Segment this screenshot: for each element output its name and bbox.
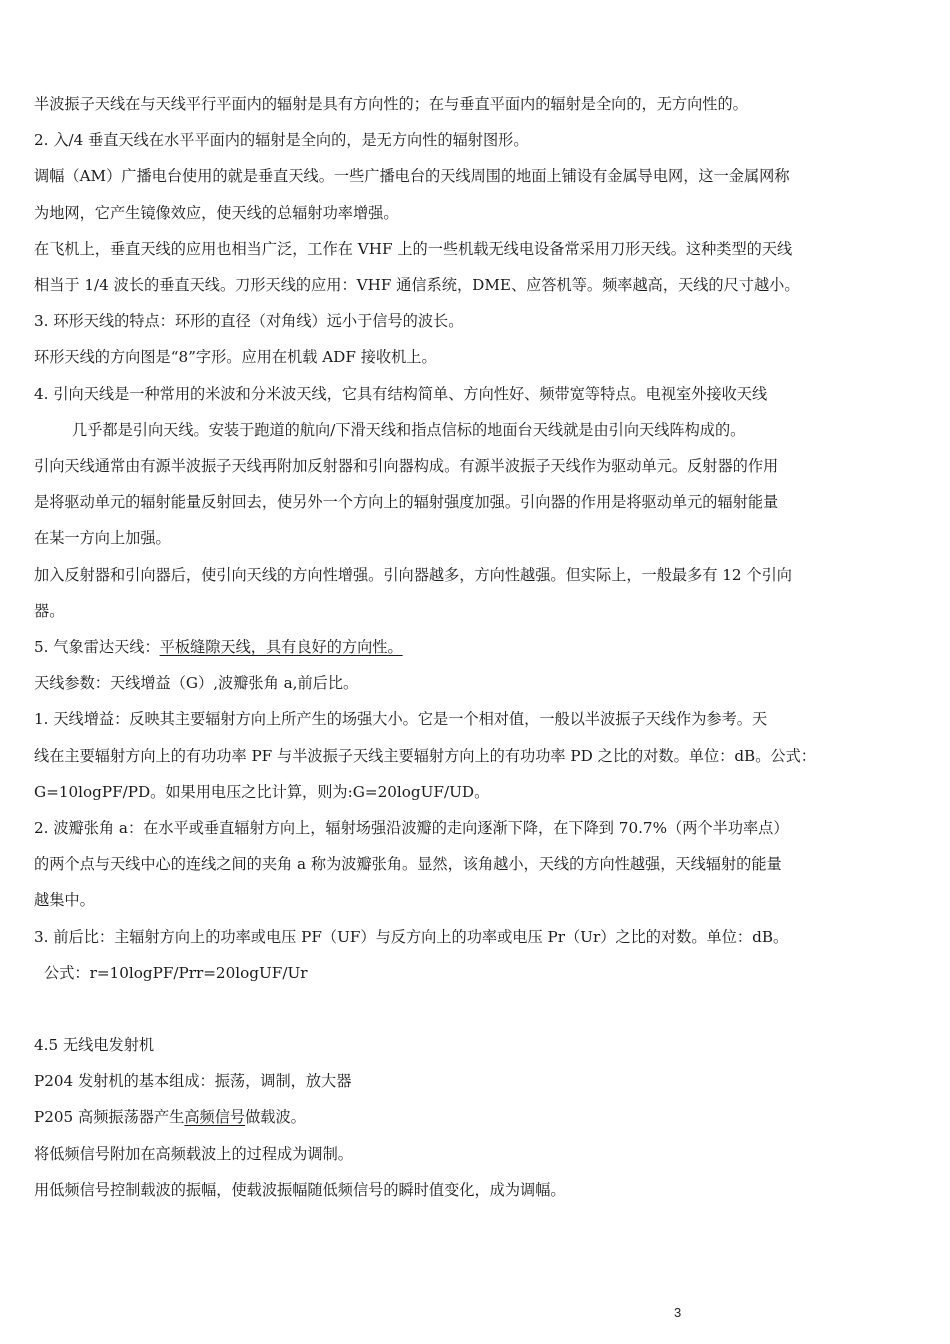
paragraph: 越集中。: [34, 891, 95, 910]
page-number: 3: [674, 1305, 682, 1320]
paragraph: 为地网，它产生镜像效应，使天线的总辐射功率增强。: [34, 203, 399, 222]
paragraph: 几乎都是引向天线。安装于跑道的航向/下滑天线和指点信标的地面台天线就是由引向天线阵构成的。: [72, 420, 746, 439]
underlined-text: 高频信号: [184, 1108, 246, 1127]
paragraph: 将低频信号附加在高频载波上的过程成为调制。: [34, 1144, 353, 1163]
paragraph: 加入反射器和引向器后，使引向天线的方向性增强。引向器越多，方向性越强。但实际上，一般最多有 12 个引向: [34, 565, 792, 584]
paragraph: 3. 前后比：主辐射方向上的功率或电压 PF（UF）与反方向上的功率或电压 Pr（Ur）之比的对数。单位：dB。: [34, 927, 789, 946]
paragraph: 在飞机上，垂直天线的应用也相当广泛，工作在 VHF 上的一些机载无线电设备常采用刀形天线。这种类型的天线: [34, 239, 793, 258]
paragraph: 器。: [34, 601, 65, 620]
section-heading: 4.5 无线电发射机: [34, 1036, 155, 1055]
paragraph: 在某一方向上加强。: [34, 529, 171, 548]
paragraph: 天线参数：天线增益（G）,波瓣张角 a,前后比。: [34, 674, 359, 693]
paragraph: 2. 入/4 垂直天线在水平平面内的辐射是全向的，是无方向性的辐射图形。: [34, 131, 529, 150]
paragraph: 的两个点与天线中心的连线之间的夹角 a 称为波瓣张角。显然，该角越小，天线的方向性越强，天线辐射的能量: [34, 855, 782, 874]
paragraph: 4. 引向天线是一种常用的米波和分米波天线，它具有结构简单、方向性好、频带宽等特点。电视室外接收天线: [34, 384, 768, 403]
paragraph: P204 发射机的基本组成：振荡，调制，放大器: [34, 1072, 352, 1091]
text: P205 高频振荡器产生: [34, 1108, 185, 1127]
paragraph: 调幅（AM）广播电台使用的就是垂直天线。一些广播电台的天线周围的地面上铺设有金属导电网，这一金属网称: [34, 167, 790, 186]
paragraph-radar: [34, 629, 880, 665]
paragraph: 引向天线通常由有源半波振子天线再附加反射器和引向器构成。有源半波振子天线作为驱动单元。反射器的作用: [34, 457, 779, 476]
paragraph: 环形天线的方向图是“8”字形。应用在机载 ADF 接收机上。: [34, 348, 437, 367]
paragraph: 2. 波瓣张角 a：在水平或垂直辐射方向上，辐射场强沿波瓣的走向逐渐下降，在下降到 70.7%（两个半功率点）: [34, 819, 789, 838]
document-body: [34, 86, 880, 1208]
paragraph: 是将驱动单元的辐射能量反射回去，使另外一个方向上的辐射强度加强。引向器的作用是将驱动单元的辐射能量: [34, 493, 779, 512]
paragraph-oscillator: [34, 1099, 880, 1135]
text: 做载波。: [245, 1108, 306, 1127]
blank-line: [34, 991, 880, 1027]
underlined-text: 平板缝隙天线，具有良好的方向性。: [159, 638, 403, 657]
text: 5. 气象雷达天线：: [34, 638, 160, 657]
formula-line: 公式：r=10logPF/Prr=20logUF/Ur: [44, 963, 308, 982]
paragraph: 半波振子天线在与天线平行平面内的辐射是具有方向性的；在与垂直平面内的辐射是全向的，无方向性的。: [34, 95, 748, 113]
paragraph: 相当于 1/4 波长的垂直天线。刀形天线的应用：VHF 通信系统，DME、应答机等。频率越高，天线的尺寸越小。: [34, 276, 800, 295]
paragraph: 线在主要辐射方向上的有功功率 PF 与半波振子天线主要辐射方向上的有功功率 PD 之比的对数。单位：dB。公式：: [34, 746, 816, 765]
paragraph: G=10logPF/PD。如果用电压之比计算，则为:G=20logUF/UD。: [34, 782, 490, 801]
paragraph: 1. 天线增益：反映其主要辐射方向上所产生的场强大小。它是一个相对值，一般以半波振子天线作为参考。天: [34, 710, 768, 729]
paragraph: 3. 环形天线的特点：环形的直径（对角线）远小于信号的波长。: [34, 312, 464, 331]
paragraph: 用低频信号控制载波的振幅，使载波振幅随低频信号的瞬时值变化，成为调幅。: [34, 1180, 566, 1199]
